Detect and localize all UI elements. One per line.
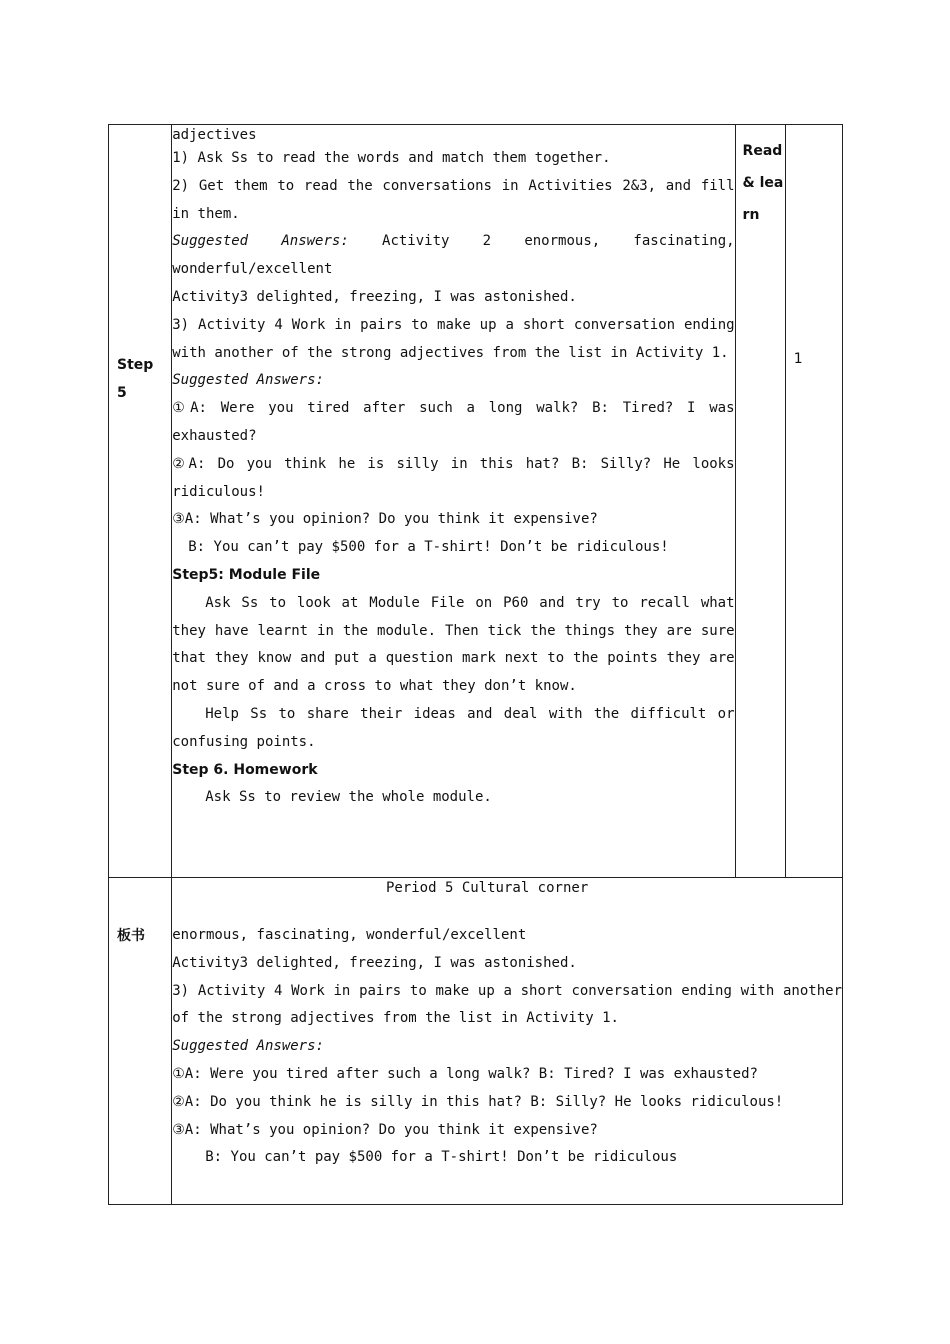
suggested-answers-label: Suggested Answers: <box>172 233 349 250</box>
lesson-plan-table <box>108 124 843 1205</box>
body-paragraph: 3) Activity 4 Work in pairs to make up a short conversation ending with another of the strong adjectives from the list in Activity 1. <box>172 316 735 361</box>
board-line: ③A: What’s you opinion? Do you think it expensive? <box>172 1121 598 1138</box>
suggested-answers-label: Suggested Answers: <box>172 1038 324 1055</box>
board-row <box>109 878 843 1205</box>
answer-line: B: You can’t pay $500 for a T-shirt! Don’t be ridiculous! <box>188 539 669 556</box>
body-line: Activity3 delighted, freezing, I was astonished. <box>172 288 577 305</box>
step-body-cell <box>172 125 735 878</box>
board-title: Period 5 Cultural corner <box>385 880 589 896</box>
step-5-row <box>109 125 843 878</box>
board-line: ②A: Do you think he is silly in this hat? B: Silly? He looks ridiculous! <box>172 1093 784 1110</box>
answer-line: ①A: Were you tired after such a long walk? B: Tired? I was exhausted? <box>172 400 735 444</box>
activity-cell <box>735 125 785 878</box>
body-paragraph: Help Ss to share their ideas and deal with the difficult or confusing points. <box>172 705 735 750</box>
board-body-cell <box>172 878 843 1205</box>
board-label: 板书 <box>117 928 145 944</box>
body-paragraph <box>172 228 734 284</box>
body-line: 1) Ask Ss to read the words and match them together. <box>172 150 611 166</box>
step-label-number: 5 <box>117 385 127 401</box>
section-heading-homework: Step 6. Homework <box>172 761 318 778</box>
board-line: enormous, fascinating, wonderful/excellent <box>172 927 527 943</box>
body-line: Ask Ss to review the whole module. <box>205 789 492 806</box>
answer-line: ③A: What’s you opinion? Do you think it expensive? <box>172 511 598 528</box>
board-line: ①A: Were you tired after such a long walk? B: Tired? I was exhausted? <box>172 1065 758 1082</box>
time-cell <box>785 125 842 878</box>
body-line: adjectives <box>172 127 257 143</box>
step-label-cell <box>109 125 172 878</box>
suggested-answers-label: Suggested Answers: <box>172 372 324 389</box>
board-label-cell <box>109 878 172 1205</box>
answer-line: ②A: Do you think he is silly in this hat? B: Silly? He looks ridiculous! <box>172 455 735 500</box>
board-line: B: You can’t pay $500 for a T-shirt! Don’t be ridiculous <box>205 1149 678 1166</box>
body-paragraph: Ask Ss to look at Module File on P60 and try to recall what they have learnt in the module. Then tick the things they are sure that they know and put a question mark next to the points they are not sure of and a cross to what they don’t know. <box>172 594 735 695</box>
answers-text: Activity 2 enormous, fascinating, wonderful/excellent <box>172 233 735 278</box>
body-paragraph: 2) Get them to read the conversations in Activities 2&3, and fill in them. <box>172 177 735 222</box>
board-paragraph: 3) Activity 4 Work in pairs to make up a short conversation ending with another of the strong adjectives from the list in Activity 1. <box>172 982 842 1027</box>
activity-label: Read & learn <box>742 143 784 223</box>
step-label-word: Step <box>117 357 154 373</box>
time-value: 1 <box>793 351 803 367</box>
section-heading-module-file: Step5: Module File <box>172 566 321 583</box>
board-line: Activity3 delighted, freezing, I was astonished. <box>172 954 577 971</box>
